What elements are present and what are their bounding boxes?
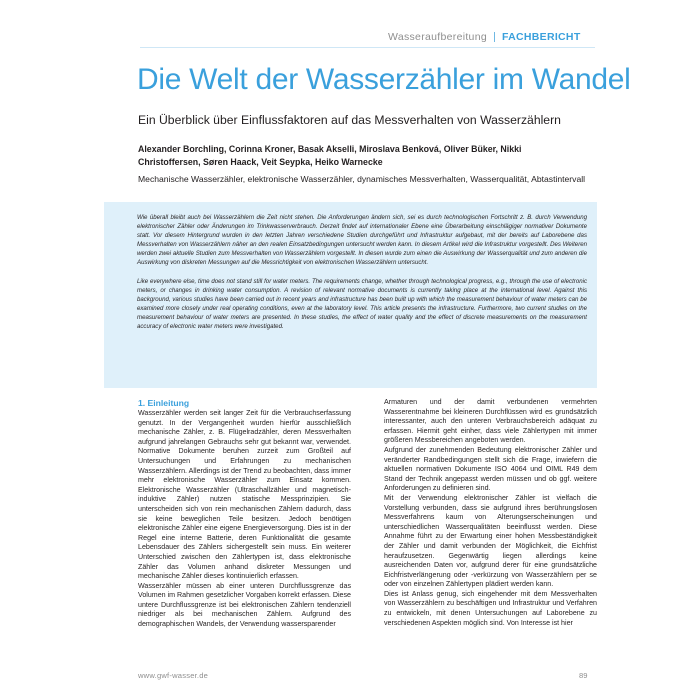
body-paragraph: Armaturen und der damit verbundenen vermehrten Wasserentnahme bei kleineren Durchflüssen wird es grundsätzlich interessanter, auch den unteren Verbrauchsbereich adäquat zu erfassen. Hiermit geht einher, dass viele Zählertypen mit immer größeren Messbereichen angeboten werden.: [384, 398, 597, 445]
body-column-right: [384, 398, 597, 628]
footer-website-link[interactable]: www.gwf-wasser.de: [138, 671, 209, 680]
section-heading: 1. Einleitung: [138, 398, 190, 408]
header-separator: [494, 32, 495, 42]
author-list: Alexander Borchling, Corinna Kroner, Basak Akselli, Miroslava Benková, Oliver Büker, Nikki Christoffersen, Søren Haack, Veit Seypka, Heiko Warnecke: [138, 144, 522, 167]
body-paragraph: Mit der Verwendung elektronischer Zähler ist vielfach die Vorstellung verbunden, dass sie aufgrund ihres berührungslosen Messverfahrens kaum von Alterungserscheinungen und unterschiedlichen Wasserqualitäten beeinflusst werden. Diese Annahme führt zu der Erwartung einer hohen Messbeständigkeit der Zähler und damit verbunden der Möglichkeit, die Eichfrist heraufzusetzen. Gegenwärtig liegen allerdings keine ausreichenden Daten vor, aufgrund derer für eine grundsätzliche Eichfristverlängerung oder -verkürzung von Wasserzählern per se oder von einzelnen Zählertypen plädiert werden kann.: [384, 493, 597, 589]
body-paragraph: Aufgrund der zunehmenden Bedeutung elektronischer Zähler und veränderter Randbedingungen stellt sich die Frage, inwiefern die aktuellen normativen Dokumente ISO 4064 und OIML R49 dem Stand der Technik angepasst werden müssen und ob ggf. weitere Anforderungen zu definieren sind.: [384, 445, 597, 493]
article-subtitle: Ein Überblick über Einflussfaktoren auf das Messverhalten von Wasserzählern: [138, 113, 561, 127]
body-paragraph: Dies ist Anlass genug, sich eingehender mit dem Messverhalten von Wasserzählern zu beschäftigen und Infrastruktur und Verfahren zu entwickeln, mit denen Untersuchungen auf Laborebene zu verschiedenen Aspekten möglich sind. Von Interesse ist hier: [384, 589, 597, 627]
running-header: [388, 28, 594, 45]
body-column-left: [138, 398, 351, 630]
body-paragraph: Wasserzähler müssen ab einer unteren Durchflussgrenze das Volumen im Rahmen gesetzlicher Vorgaben korrekt erfassen. Diese untere Durchflussgrenze ist bei elektronischen Zählern tendenziell niedriger als bei mechanischen Zählern. Aufgrund des demographischen Wandels, der Verwendung wassersparender: [138, 581, 351, 629]
abstract-german: Wie überall bleibt auch bei Wasserzählern die Zeit nicht stehen. Die Anforderungen ändern sich, sei es durch technologischen Fortschritt z. B. durch Verwendung elektronischer Zähler oder Änderungen im Trinkwasserverbrauch. Derzeit findet auf internationaler Ebene eine Überarbeitung einschlägiger normativer Dokumente statt. Vor diesem Hintergrund wurden in den letzten Jahren verschiedene Studien durchgeführt und Infrastruktur aufgebaut, mit der bereits auf Laborebene das Messverhalten von Wasserzählern näher an den realen Einsatzbedingungen untersucht werden kann. In diesem Artikel wird die Infrastruktur vorgestellt. Des Weiteren werden zwei aktuelle Studien zum Messverhalten von Wasserzählern vorgestellt. In diesen wurde zum einen die Auswirkung der Wasserqualität und zum anderen die Auswirkung von diskreten Messungen auf die Messrichtigkeit von elektronischen Wasserzählern untersucht.: [137, 214, 587, 267]
article-title: Die Welt der Wasserzähler im Wandel: [137, 63, 631, 96]
abstract-english: Like everywhere else, time does not stand still for water meters. The requirements change, whether through technological progress, e.g., through the use of electronic meters, or changes in drinking water consumption. A revision of relevant normative documents is currently taking place at the international level. Against this background, various studies have been carried out in recent years and infrastructure has been built up with which the measurement behaviour of water meters can be examined more closely under real operating conditions, even at the laboratory level. This article presents the infrastructure. Furthermore, two current studies on the measurement behaviour of water meters are presented. In these studies, the effect of water quality and the effect of discrete measurements on the measurement accuracy of electronic water meters were investigated.: [137, 277, 587, 331]
keyword-list: Mechanische Wasserzähler, elektronische Wasserzähler, dynamisches Messverhalten, Wasserqualität, Abtastintervall: [138, 174, 586, 184]
header-section-name: Wasseraufbereitung: [388, 30, 487, 43]
abstract-box: [104, 202, 597, 388]
header-rule: [140, 47, 595, 48]
body-paragraph: Wasserzähler werden seit langer Zeit für die Verbrauchserfassung genutzt. In der Vergangenheit wurden hierfür ausschließlich mechanische Zähler, z. B. Flügelradzähler, deren Messverhalten aufgrund jahrelangen Gebrauchs sehr gut bekannt war, verwendet. Normative Dokumente beruhen zurzeit zum Großteil auf Untersuchungen und Erfahrungen zu mechanischen Wasserzählern. Allerdings ist der Trend zu beobachten, dass immer mehr elektronische Wasserzähler zum Einsatz kommen. Elektronische Wasserzähler (Ultraschallzähler und magnetisch-induktive Zähler) nutzen statische Messprinzipien. Sie unterscheiden sich von rein mechanischen Zählern dadurch, dass sie keine beweglichen Teile besitzen. Jedoch benötigen elektronische Zähler eine eigene Energieversorgung. Dies ist in der Regel eine interne Batterie, deren Funktionalität die gesamte Lebensdauer des Zählers sichergestellt sein muss. Ein weiterer Unterschied zwischen den Zählertypen ist, dass elektronische Zähler das Volumen anhand diskreter Messungen und mechanische Zähler dieses kontinuierlich erfassen.: [138, 409, 351, 581]
page-number: 89: [579, 671, 588, 680]
header-category-tag: FACHBERICHT: [501, 30, 581, 43]
